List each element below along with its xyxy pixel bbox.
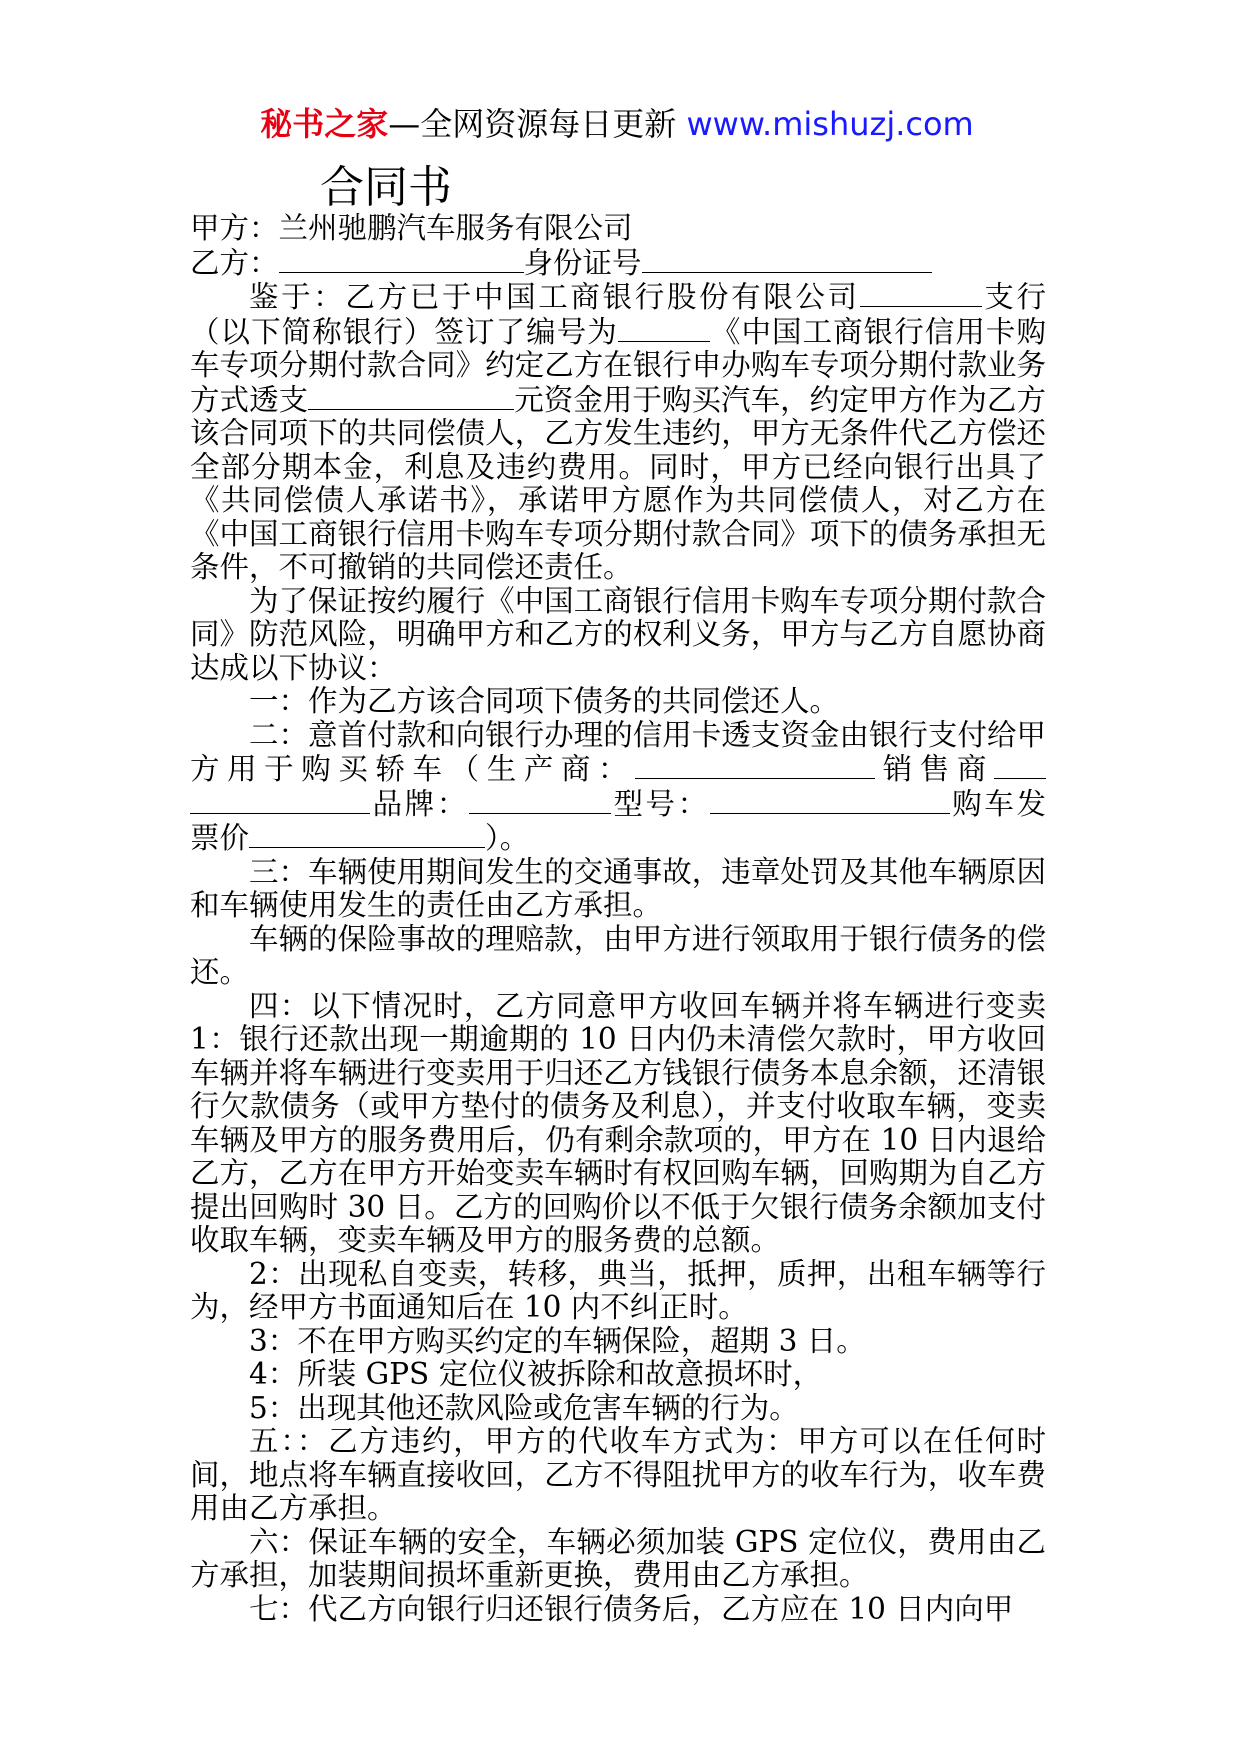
clause-5: 五：：乙方违约，甲方的代收车方式为：甲方可以在任何时间，地点将车辆直接收回，乙方不得阻扰甲方的收车行为，收车费用由乙方承担。 (190, 1424, 1046, 1525)
clause-2-text-4: 型号： (610, 786, 710, 821)
model-blank (710, 787, 950, 814)
party-b-id-label: 身份证号 (523, 245, 642, 280)
brand-name: 秘书之家 (260, 105, 389, 143)
dealer-blank-b (190, 787, 370, 814)
contract-body (190, 212, 1046, 1626)
clause-3: 三：车辆使用期间发生的交通事故，违章处罚及其他车辆原因和车辆使用发生的责任由乙方承担。 (190, 854, 1046, 922)
clause-4-item-4: 4：所装 GPS 定位仪被拆除和故意损坏时， (249, 1357, 823, 1391)
whereas-paragraph (190, 280, 1046, 585)
clause-2-text-3: 品牌： (370, 786, 469, 821)
party-a-label: 甲方： (190, 211, 279, 245)
clause-2-text-6: ）。 (485, 821, 530, 855)
clause-7: 七：代乙方向银行归还银行债务后，乙方应在 10 日内向甲 (249, 1591, 1014, 1626)
brand-slogan: —全网资源每日更新 (388, 105, 677, 143)
party-a-line (190, 212, 1046, 246)
clause-4-item-3: 3：不在甲方购买约定的车辆保险，超期 3 日。 (249, 1323, 866, 1358)
clause-2-text-1: 二：意首付款和向银行办理的信用卡透支资金由银行支付给甲方用于购买轿车（生产商： (190, 717, 1046, 786)
clause-2-text-2: 销售商 (875, 752, 994, 786)
brand-blank (469, 787, 611, 814)
invoice-price-blank (249, 821, 485, 848)
party-b-id-blank (642, 246, 932, 273)
site-url: www.mishuzj.com (686, 105, 974, 143)
whereas-text-1: 鉴于：乙方已于中国工商银行股份有限公司 (249, 280, 860, 314)
party-b-name-blank (279, 246, 524, 273)
overdraft-amount-blank (308, 383, 514, 410)
branch-blank (860, 280, 982, 307)
clause-6: 六：保证车辆的安全，车辆必须加装 GPS 定位仪，费用由乙方承担，加装期间损坏重新更换，费用由乙方承担。 (190, 1524, 1046, 1592)
dealer-blank-a (994, 752, 1046, 779)
party-b-line (190, 246, 1046, 281)
clause-4-item-5: 5：出现其他还款风险或危害车辆的行为。 (249, 1390, 799, 1425)
clause-1: 一：作为乙方该合同项下债务的共同偿还人。 (249, 684, 840, 718)
clause-4-item-2: 2：出现私自变卖，转移，典当，抵押，质押，出租车辆等行为，经甲方书面通知后在 10 内不纠正时。 (190, 1256, 1046, 1324)
whereas-text-3: 《中国工商银行信用卡购车专项分期付款合同》约定乙方在银行申办购车专项分期付款业务方式透支 (190, 314, 1046, 417)
whereas-text-4: 元资金用于购买汽车，约定甲方作为乙方该合同项下的共同偿债人，乙方发生违约，甲方无条件代乙方偿还全部分期本金，利息及违约费用。同时，甲方已经向银行出具了《共同偿债人承诺书》，承诺甲方愿作为共同偿债人，对乙方在《中国工商银行信用卡购车专项分期付款合同》项下的债务承担无条件，不可撤销的共同偿还责任。 (190, 382, 1046, 584)
party-a-value: 兰州驰鹏汽车服务有限公司 (278, 211, 633, 245)
manufacturer-blank (635, 752, 875, 779)
page-title: 合同书 (320, 162, 452, 213)
clause-2-text-5: 购车发票价 (190, 786, 1046, 855)
contract-number-blank (618, 315, 710, 342)
site-banner (0, 102, 1234, 146)
party-b-label: 乙方： (190, 245, 279, 280)
clause-3-insurance: 车辆的保险事故的理赔款，由甲方进行领取用于银行债务的偿还。 (190, 921, 1046, 989)
whereas-text-2: 支行（以下简称银行）签订了编号为 (190, 280, 1046, 349)
purpose-paragraph: 为了保证按约履行《中国工商银行信用卡购车专项分期付款合同》防范风险，明确甲方和乙方的权利义务，甲方与乙方自愿协商达成以下协议： (190, 583, 1046, 685)
clause-4: 四：以下情况时，乙方同意甲方收回车辆并将车辆进行变卖 1：银行还款出现一期逾期的 10 日内仍未清偿欠款时，甲方收回车辆并将车辆进行变卖用于归还乙方钱银行债务本息余额，还清银行欠款债务（或甲方垫付的债务及利息），并支付收取车辆，变卖车辆及甲方的服务费用后，仍有剩余款项的，甲方在 10 日内退给乙方，乙方在甲方开始变卖车辆时有权回购车辆，回购期为自乙方提出回购时 30 日。乙方的回购价以不低于欠银行债务余额加支付收取车辆，变卖车辆及甲方的服务费的总额。 (190, 988, 1046, 1257)
clause-2 (190, 719, 1046, 856)
